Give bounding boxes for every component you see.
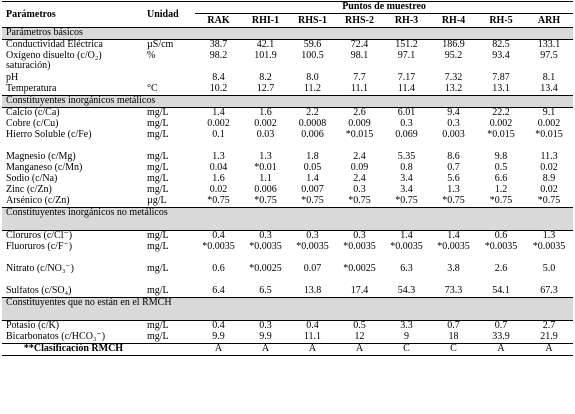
param-value: 0.02 [540, 163, 558, 173]
param-value: *0.0035 [437, 242, 470, 252]
param-name: Magnesio (c/Mg) [6, 152, 76, 162]
param-value: 12.7 [256, 84, 275, 94]
param-value: 97.5 [540, 51, 558, 61]
section-spacer [195, 28, 242, 40]
param-value: 0.0008 [298, 119, 327, 129]
param-value: 8.0 [306, 73, 319, 83]
param-value: 1.3 [447, 185, 460, 195]
table-row [2, 242, 573, 264]
param-value: 9.9 [259, 332, 272, 342]
param-value: 7.17 [397, 73, 416, 83]
table-row [2, 163, 573, 174]
param-value: 0.002 [489, 119, 513, 129]
param-name: Calcio (c/Ca) [6, 107, 60, 118]
section-spacer [525, 298, 573, 321]
param-unit: µg/L [147, 196, 167, 206]
param-name: Cobre (c/Cu) [6, 119, 59, 129]
param-value: *0.75 [537, 196, 561, 206]
param-value: 97.1 [397, 51, 416, 61]
param-value: 13.8 [303, 286, 322, 296]
section-spacer [525, 96, 573, 108]
param-value: 0.006 [301, 130, 324, 140]
param-value: 3.8 [447, 264, 460, 274]
param-value: *0.015 [487, 130, 515, 140]
param-value: 1.6 [259, 107, 272, 118]
water-quality-table [2, 1, 573, 356]
param-value: 8.4 [212, 73, 225, 83]
param-value: *0.0035 [390, 242, 423, 252]
param-value: 1.8 [306, 152, 319, 162]
classification-row [2, 344, 573, 356]
table-row [2, 84, 573, 96]
param-value: 1.6 [212, 174, 225, 184]
param-value: 11.1 [303, 332, 322, 342]
param-name: Manganeso (c/Mn) [6, 163, 83, 173]
section-spacer [383, 298, 430, 321]
param-value: 6.5 [259, 286, 272, 296]
param-value: 0.03 [256, 130, 275, 140]
param-value: 8.6 [447, 152, 460, 162]
param-unit: mg/L [147, 320, 169, 331]
param-unit: °C [147, 84, 158, 94]
param-value: *0.75 [442, 196, 465, 206]
sampling-points-header: Puntos de muestreo [195, 2, 573, 14]
header-row [2, 2, 573, 14]
param-value: 11.1 [350, 84, 369, 94]
param-value: 22.2 [492, 107, 510, 118]
param-value: 0.002 [254, 119, 277, 129]
param-value: 3.4 [400, 174, 413, 184]
param-value: 12 [354, 332, 365, 342]
table-row [2, 321, 573, 333]
section-spacer [336, 28, 383, 40]
param-value: *0.015 [345, 130, 374, 140]
section-spacer [289, 208, 336, 231]
param-value: 11.3 [540, 152, 558, 162]
param-name: Bicarbonatos (c/HCO₃⁻) [6, 332, 106, 342]
point-header: RH-5 [477, 14, 525, 28]
param-value: 0.09 [350, 163, 369, 173]
param-value: 0.007 [301, 185, 324, 195]
section-spacer [525, 208, 573, 231]
param-value: 6.6 [494, 174, 508, 184]
param-value: 0.002 [207, 119, 230, 129]
section-spacer [195, 298, 242, 321]
param-value: 9 [404, 332, 409, 342]
param-value: *0.0035 [484, 242, 518, 252]
param-value: 0.3 [353, 185, 366, 195]
section-spacer [383, 28, 430, 40]
param-value: 73.3 [444, 286, 463, 296]
classification-value: C [430, 344, 477, 356]
param-value: 13.4 [540, 84, 558, 94]
param-value: 9.1 [542, 107, 556, 118]
param-value: 1.4 [212, 107, 225, 118]
param-value: 13.2 [444, 84, 463, 94]
param-value: 0.6 [494, 230, 508, 241]
param-unit: mg/L [147, 163, 169, 173]
section-spacer [242, 298, 289, 321]
param-value: 0.003 [442, 130, 465, 140]
section-header [2, 28, 573, 40]
table-row [2, 40, 573, 52]
classification-value: A [525, 344, 573, 356]
param-unit: mg/L [147, 185, 169, 195]
section-spacer [430, 298, 477, 321]
param-name: Zinc (c/Zn) [6, 185, 52, 195]
section-spacer [430, 96, 477, 108]
section-spacer [477, 208, 525, 231]
param-value: *0.0035 [202, 242, 235, 252]
param-name: Potasio (c/K) [6, 320, 60, 331]
param-unit: mg/L [147, 264, 169, 274]
param-unit: mg/L [147, 286, 169, 296]
table-row [2, 119, 573, 130]
param-unit: mg/L [147, 174, 169, 184]
classification-unit [143, 344, 195, 356]
param-value: 0.069 [395, 130, 418, 140]
param-value: 0.002 [537, 119, 561, 129]
param-value: 6.4 [212, 286, 225, 296]
param-value: 0.04 [209, 163, 228, 173]
param-value: 100.5 [301, 51, 324, 61]
param-value: 0.3 [259, 320, 272, 331]
param-value: 0.4 [306, 320, 319, 331]
table-row [2, 174, 573, 185]
table-row [2, 185, 573, 196]
table-row [2, 286, 573, 298]
classification-value: A [242, 344, 289, 356]
param-value: 0.02 [540, 185, 558, 195]
param-unit: mg/L [147, 119, 169, 129]
section-spacer [430, 208, 477, 231]
section-spacer [383, 96, 430, 108]
param-value: 72.4 [350, 39, 369, 50]
param-value: 0.05 [303, 163, 322, 173]
point-header: RH-3 [383, 14, 430, 28]
table-row [2, 152, 573, 163]
point-header: RHI-1 [242, 14, 289, 28]
param-value: 82.5 [492, 39, 510, 50]
point-header: RH-4 [430, 14, 477, 28]
param-value: 11.4 [397, 84, 416, 94]
param-value: 33.9 [492, 332, 510, 342]
table-row [2, 130, 573, 152]
param-name: Temperatura [6, 84, 57, 94]
section-header [2, 298, 573, 321]
param-value: *0.0035 [532, 242, 566, 252]
param-name: pH [6, 73, 19, 83]
param-value: *0.0035 [296, 242, 329, 252]
param-value: 7.87 [492, 73, 510, 83]
param-value: 3.3 [400, 320, 413, 331]
param-name: Conductividad Eléctrica [6, 39, 103, 50]
param-value: 98.1 [350, 51, 369, 61]
param-value: 54.3 [397, 286, 416, 296]
param-value: 54.1 [492, 286, 510, 296]
param-value: 0.1 [212, 130, 225, 140]
param-value: 95.2 [444, 51, 463, 61]
param-value: 18 [448, 332, 459, 342]
param-name: Cloruros (c/Cl⁻) [6, 230, 73, 241]
param-value: 9.4 [447, 107, 460, 118]
point-header: RAK [195, 14, 242, 28]
table-row [2, 264, 573, 286]
param-value: 0.3 [306, 230, 319, 241]
section-spacer [242, 208, 289, 231]
param-value: 5.35 [397, 152, 416, 162]
param-value: 1.4 [447, 230, 460, 241]
table-row [2, 332, 573, 344]
param-value: 151.2 [395, 39, 418, 50]
param-value: 2.2 [306, 107, 319, 118]
section-title: Constituyentes que no están en el RMCH [2, 298, 195, 321]
param-value: 0.07 [303, 264, 322, 274]
param-name: Fluoruros (c/F⁻) [6, 242, 73, 252]
param-value: 0.3 [400, 119, 413, 129]
param-unit: % [147, 51, 156, 61]
param-name: Sulfatos (c/SO₄) [6, 286, 72, 296]
param-value: *0.01 [254, 163, 277, 173]
table-row [2, 51, 573, 73]
section-spacer [195, 208, 242, 231]
param-value: 2.4 [353, 152, 366, 162]
param-value: *0.75 [348, 196, 371, 206]
point-header: RHS-1 [289, 14, 336, 28]
param-value: 0.5 [494, 163, 508, 173]
param-value: 9.8 [494, 152, 508, 162]
param-value: 8.1 [542, 73, 556, 83]
param-value: 2.4 [353, 174, 366, 184]
param-unit: mg/L [147, 152, 169, 162]
param-value: *0.75 [301, 196, 324, 206]
param-value: 2.6 [494, 264, 508, 274]
param-value: *0.75 [489, 196, 513, 206]
param-unit: mg/L [147, 230, 169, 241]
param-name: Oxígeno disuelto (c/O₂) saturación) [6, 51, 102, 71]
param-value: 0.7 [447, 163, 460, 173]
param-value: 0.8 [400, 163, 413, 173]
section-spacer [336, 298, 383, 321]
param-name: Arsénico (c/Zn) [6, 196, 70, 206]
param-value: 1.2 [494, 185, 508, 195]
param-value: 186.9 [442, 39, 465, 50]
section-spacer [242, 96, 289, 108]
param-unit: mg/L [147, 332, 169, 342]
table-row [2, 73, 573, 84]
param-value: 0.02 [209, 185, 228, 195]
param-value: 6.01 [397, 107, 416, 118]
param-value: *0.75 [254, 196, 277, 206]
param-value: 9.9 [212, 332, 225, 342]
unit-header: Unidad [143, 2, 195, 28]
param-value: 8.9 [542, 174, 556, 184]
section-header [2, 96, 573, 108]
section-spacer [525, 28, 573, 40]
param-unit: mg/L [147, 242, 169, 252]
section-spacer [430, 28, 477, 40]
classification-label: **Clasificación RMCH [2, 344, 143, 356]
table-row [2, 196, 573, 208]
param-value: 0.006 [254, 185, 277, 195]
param-value: 1.3 [212, 152, 225, 162]
param-value: 0.5 [353, 320, 366, 331]
param-value: 3.4 [400, 185, 413, 195]
param-value: *0.75 [207, 196, 230, 206]
param-value: 17.4 [350, 286, 369, 296]
section-header [2, 208, 573, 231]
param-header: Parámetros [2, 2, 143, 28]
point-header: ARH [525, 14, 573, 28]
classification-value: A [195, 344, 242, 356]
param-value: 5.6 [447, 174, 460, 184]
param-value: 0.6 [212, 264, 225, 274]
param-value: 67.3 [540, 286, 558, 296]
param-value: 0.009 [348, 119, 371, 129]
section-spacer [195, 96, 242, 108]
param-value: 38.7 [209, 39, 228, 50]
param-value: 5.0 [542, 264, 556, 274]
param-value: *0.015 [535, 130, 563, 140]
section-title: Constituyentes inorgánicos no metálicos [2, 208, 195, 231]
param-value: 1.1 [259, 174, 272, 184]
classification-value: A [289, 344, 336, 356]
section-spacer [289, 298, 336, 321]
param-value: 0.7 [447, 320, 460, 331]
section-title: Constituyentes inorgánicos metálicos [2, 96, 195, 108]
param-value: 1.4 [306, 174, 319, 184]
param-unit: µS/cm [147, 39, 174, 50]
param-value: 0.7 [494, 320, 508, 331]
param-value: 7.32 [444, 73, 463, 83]
table-row [2, 108, 573, 120]
param-unit: mg/L [147, 107, 169, 118]
param-name: Nitrato (c/NO₃⁻) [6, 264, 74, 274]
param-value: 0.4 [212, 320, 225, 331]
param-value: 0.4 [212, 230, 225, 241]
param-value: 0.3 [353, 230, 366, 241]
param-value: 101.9 [254, 51, 277, 61]
param-value: 42.1 [256, 39, 275, 50]
section-spacer [336, 208, 383, 231]
param-value: *0.0025 [343, 264, 376, 274]
param-value: 59.6 [303, 39, 322, 50]
param-value: 0.3 [259, 230, 272, 241]
param-name: Sodio (c/Na) [6, 174, 58, 184]
param-unit [143, 73, 195, 84]
section-spacer [477, 298, 525, 321]
param-value: *0.0025 [249, 264, 282, 274]
param-value: 6.3 [400, 264, 413, 274]
param-value: 133.1 [537, 39, 561, 50]
param-value: 7.7 [353, 73, 366, 83]
param-value: 98.2 [209, 51, 228, 61]
section-spacer [336, 96, 383, 108]
param-value: 1.3 [542, 230, 556, 241]
param-value: 93.4 [492, 51, 510, 61]
param-value: 8.2 [259, 73, 272, 83]
classification-value: A [477, 344, 525, 356]
param-value: *0.0035 [343, 242, 376, 252]
param-value: 1.3 [259, 152, 272, 162]
point-header: RHS-2 [336, 14, 383, 28]
param-value: *0.0035 [249, 242, 282, 252]
section-spacer [289, 96, 336, 108]
classification-value: C [383, 344, 430, 356]
param-name: Hierro Soluble (c/Fe) [6, 130, 92, 140]
param-value: 10.2 [209, 84, 228, 94]
section-title: Parámetros básicos [2, 28, 195, 40]
section-spacer [477, 28, 525, 40]
param-value: 13.1 [492, 84, 510, 94]
section-spacer [477, 96, 525, 108]
table-row [2, 231, 573, 243]
section-spacer [383, 208, 430, 231]
param-value: 1.4 [400, 230, 413, 241]
param-value: 11.2 [303, 84, 322, 94]
param-value: 2.7 [542, 320, 556, 331]
section-spacer [289, 28, 336, 40]
param-unit: mg/L [147, 130, 169, 140]
param-value: 2.6 [353, 107, 366, 118]
section-spacer [242, 28, 289, 40]
param-value: 0.3 [447, 119, 460, 129]
param-value: 21.9 [540, 332, 558, 342]
classification-value: A [336, 344, 383, 356]
param-value: *0.75 [395, 196, 418, 206]
